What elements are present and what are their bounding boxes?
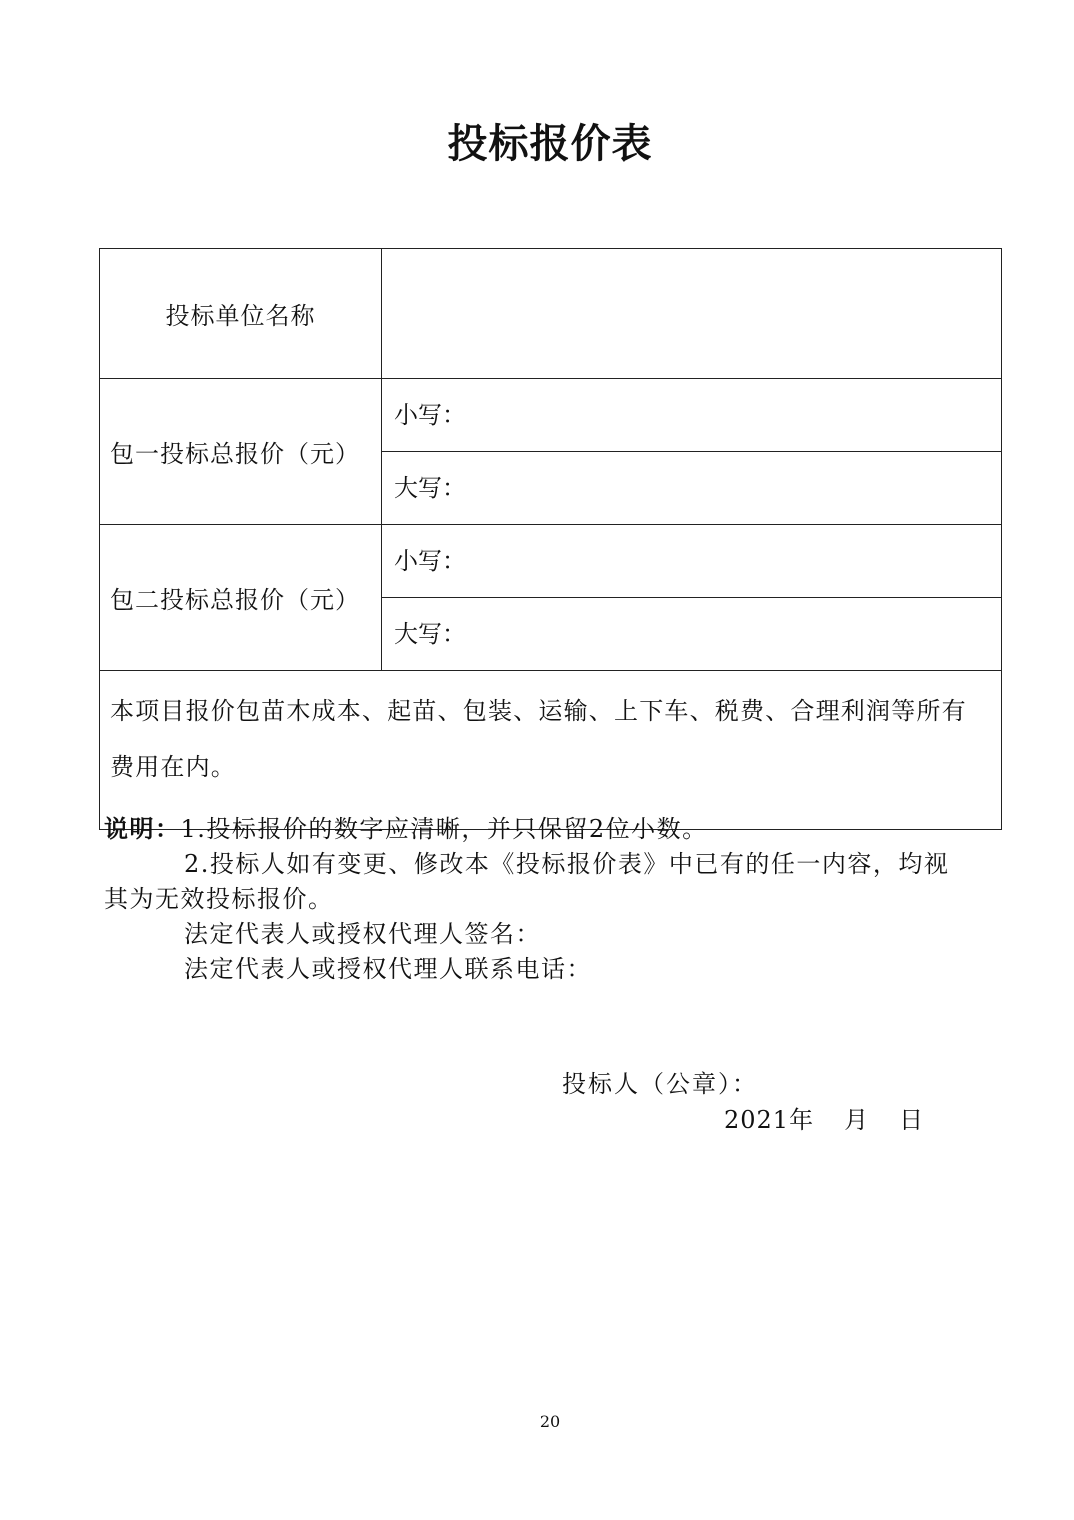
package1-total-label: 包一投标总报价（元）: [100, 379, 382, 525]
package2-upper-field[interactable]: [382, 598, 1002, 671]
price-scope-note: 本项目报价包苗木成本、起苗、包装、运输、上下车、税费、合理利润等所有费用在内。: [100, 671, 1002, 830]
explanation-block: [104, 812, 994, 987]
explanation-item-2-line-2: 其为无效投标报价。: [104, 885, 334, 913]
date-year: 2021年: [724, 1106, 815, 1134]
explanation-lead: 说明：: [104, 815, 181, 843]
date-day: 日: [899, 1106, 925, 1134]
explanation-item-2-line-1: 2.投标人如有变更、修改本《投标报价表》中已有的任一内容，均视: [184, 850, 950, 878]
package2-lower-field[interactable]: [382, 525, 1002, 598]
explanation-line-1: [104, 812, 994, 847]
page-number: 20: [539, 1412, 561, 1431]
signature-line: 法定代表人或授权代理人签名：: [184, 920, 541, 948]
package1-lower-field[interactable]: [382, 379, 1002, 452]
bidder-name-field[interactable]: [382, 249, 1002, 379]
package2-lower-label: 小写：: [394, 547, 466, 575]
package1-upper-field[interactable]: [382, 452, 1002, 525]
bid-price-table: [99, 248, 1002, 830]
contact-phone-line: 法定代表人或授权代理人联系电话：: [184, 955, 592, 983]
note-row: [100, 671, 1002, 830]
bidder-name-label: 投标单位名称: [100, 249, 382, 379]
date-month: 月: [844, 1106, 870, 1134]
page-title: 投标报价表: [447, 121, 653, 167]
package2-row-lower: [100, 525, 1002, 598]
date-line: [724, 1100, 924, 1135]
package1-upper-label: 大写：: [394, 474, 466, 502]
package2-upper-label: 大写：: [394, 620, 466, 648]
bidder-seal-label: 投标人（公章）：: [562, 1070, 758, 1098]
package1-lower-label: 小写：: [394, 401, 466, 429]
package2-total-label: 包二投标总报价（元）: [100, 525, 382, 671]
bidder-row: [100, 249, 1002, 379]
package1-row-lower: [100, 379, 1002, 452]
explanation-item-1: 1.投标报价的数字应清晰，并只保留2位小数。: [180, 815, 708, 843]
